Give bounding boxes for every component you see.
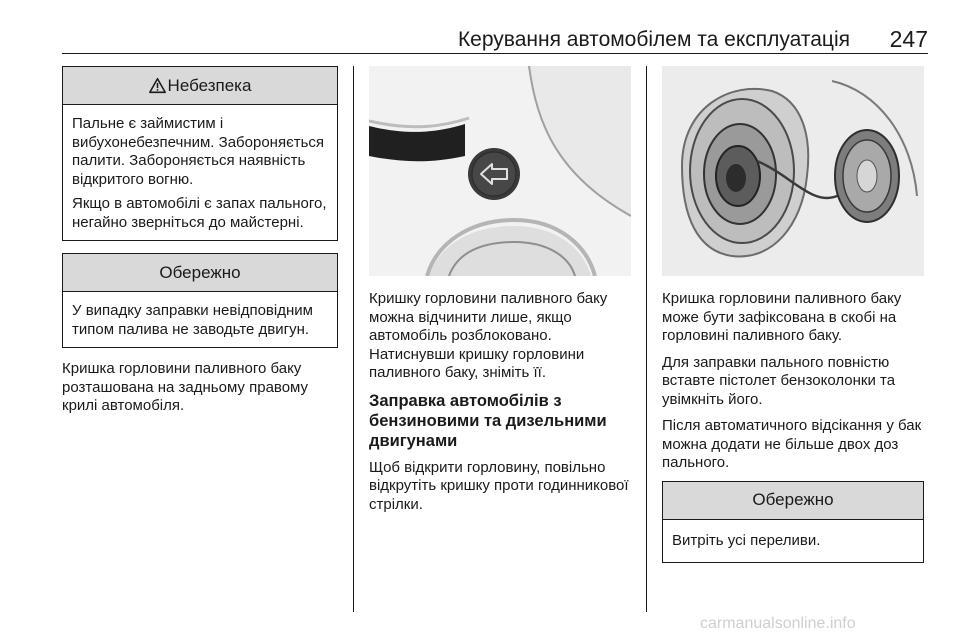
caution-box xyxy=(62,253,338,348)
fuel-cap-illustration xyxy=(662,66,924,276)
column-2 xyxy=(369,66,631,522)
body-text xyxy=(62,360,338,416)
header-rule xyxy=(62,53,928,54)
danger-box-header xyxy=(63,67,337,105)
column-divider xyxy=(353,66,354,612)
open-door-text: Кришку горловини паливного баку можна відчинити лише, якщо автомобіль розблоковано. Натиснувши кришку горловини паливного баку, зніміть її. xyxy=(369,290,608,381)
warning-triangle-icon xyxy=(149,77,166,94)
caution-box-body xyxy=(663,520,923,563)
chapter-title: Керування автомобілем та експлуатація xyxy=(457,28,850,51)
caution-box-header xyxy=(63,254,337,292)
column-1 xyxy=(62,66,338,424)
fuel-door-closed-illustration xyxy=(369,66,631,276)
danger-box xyxy=(62,66,338,241)
watermark: carmanualsonline.info xyxy=(700,615,856,632)
caution-box-header xyxy=(663,482,923,520)
caution-text: Витріть усі переливи. xyxy=(672,531,821,549)
body-text xyxy=(662,290,924,473)
danger-box-body xyxy=(63,105,337,240)
caution-box-body xyxy=(63,292,337,347)
page-header xyxy=(62,18,928,54)
page-number: 247 xyxy=(889,26,928,52)
body-text xyxy=(369,290,631,514)
unscrew-cap-text: Щоб відкрити горловину, повільно відкрутіть кришку проти годинникової стрілки. xyxy=(369,458,629,513)
column-3 xyxy=(662,66,924,563)
caution-box xyxy=(662,481,924,564)
danger-box-title: Небезпека xyxy=(167,75,252,95)
caution-text: У випадку заправки невідповідним типом палива не заводьте двигун. xyxy=(72,302,313,338)
cap-holder-text: Кришка горловини паливного баку може бути зафіксована в скобі на горловині паливного баку. xyxy=(662,290,902,344)
fuel-door-location-text: Кришка горловини паливного баку розташована на задньому правому крилі автомобіля. xyxy=(62,360,309,414)
danger-paragraph: Якщо в автомобілі є запах пального, негайно зверніться до майстерні. xyxy=(72,195,327,231)
section-heading: Заправка автомобілів з бензиновими та дизельними двигунами xyxy=(369,391,607,450)
caution-box-title: Обережно xyxy=(159,262,241,282)
caution-box-title: Обережно xyxy=(752,490,834,509)
column-divider xyxy=(646,66,647,612)
auto-cutoff-text: Після автоматичного відсікання у бак можна додати не більше двох доз пального. xyxy=(662,417,922,471)
refuel-text: Для заправки пального повністю вставте пістолет бензоколонки та увімкніть його. xyxy=(662,353,896,408)
danger-paragraph: Пальне є займистим і вибухонебезпечним. Забороняється палити. Забороняється наявність відкритого вогню. xyxy=(72,115,325,188)
